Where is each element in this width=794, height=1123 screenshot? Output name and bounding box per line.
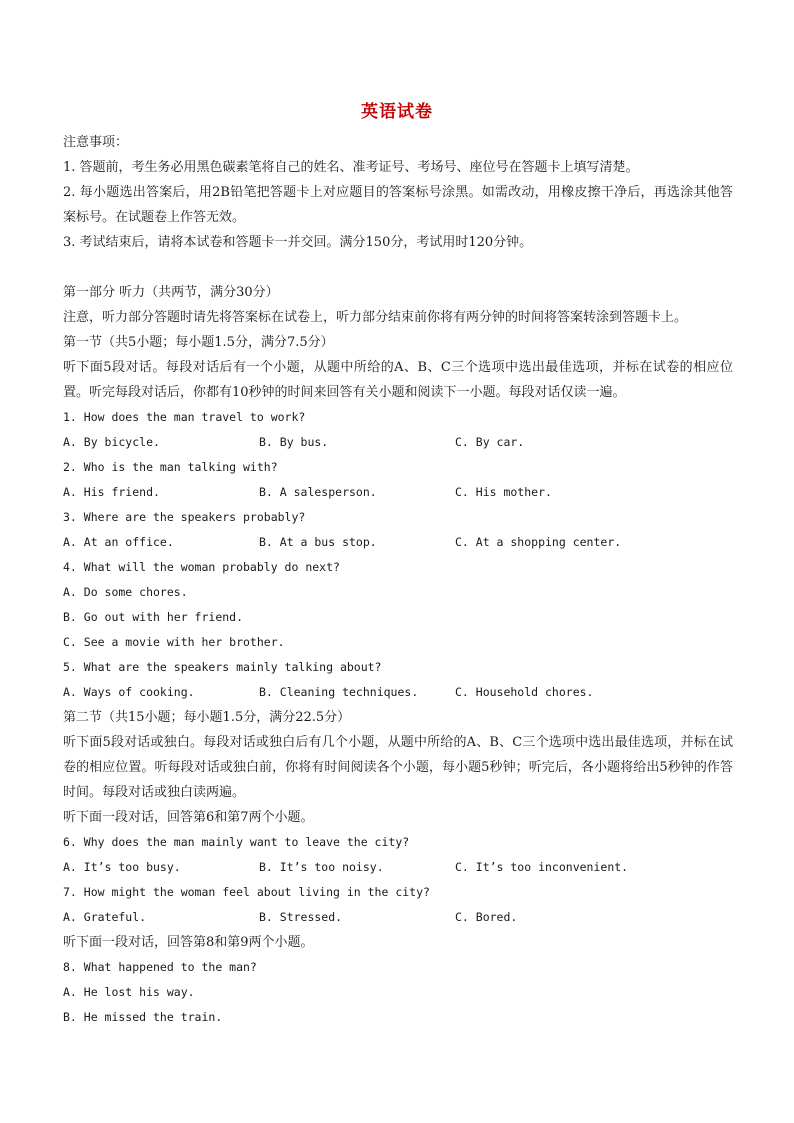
question-options — [63, 680, 733, 705]
option-c: C. By car. — [455, 435, 525, 449]
option-b: B. Stressed. — [259, 910, 343, 924]
note-item: 3. 考试结束后，请将本试卷和答题卡一并交回。满分150分，考试用时120分钟。 — [63, 235, 533, 250]
question-stem: 6. Why does the man mainly want to leave the city? — [63, 835, 410, 849]
question-options — [63, 855, 733, 880]
part-heading: 第一部分 听力（共两节，满分30分） — [63, 285, 279, 300]
question-options — [63, 480, 733, 505]
group-instruction: 听下面一段对话，回答第6和第7两个小题。 — [63, 810, 314, 825]
question-stem: 7. How might the woman feel about living in the city? — [63, 885, 430, 899]
page-title: 英语试卷 — [361, 102, 433, 122]
question-options — [63, 530, 733, 555]
option-c: C. At a shopping center. — [455, 535, 622, 549]
option-c: C. It’s too inconvenient. — [455, 860, 629, 874]
option-b: B. Cleaning techniques. — [259, 685, 419, 699]
option-c: C. Household chores. — [455, 685, 594, 699]
option-b: B. A salesperson. — [259, 485, 377, 499]
note-item: 2. 每小题选出答案后，用2B铅笔把答题卡上对应题目的答案标号涂黑。如需改动，用橡皮擦干净后，再选涂其他答案标号。在试题卷上作答无效。 — [63, 185, 733, 225]
option-b: B. It’s too noisy. — [259, 860, 384, 874]
question-stem: 4. What will the woman probably do next? — [63, 560, 340, 574]
option-a: A. Grateful. — [63, 910, 147, 924]
listening-part — [63, 280, 733, 1030]
section-instruction: 听下面5段对话或独白。每段对话或独白后有几个小题，从题中所给的A、B、C三个选项中选出最佳选项，并标在试卷的相应位置。听每段对话或独白前，你将有时间阅读各个小题，每小题5秒钟；听完后，各小题将给出5秒钟的作答时间。每段对话或独白读两遍。 — [63, 735, 733, 800]
option-a: A. Ways of cooking. — [63, 685, 195, 699]
option-c: C. See a movie with her brother. — [63, 635, 285, 649]
option-c: C. His mother. — [455, 485, 552, 499]
question-stem: 8. What happened to the man? — [63, 960, 257, 974]
part-notice: 注意，听力部分答题时请先将答案标在试卷上，听力部分结束前你将有两分钟的时间将答案转涂到答题卡上。 — [63, 310, 688, 325]
section-heading: 第一节（共5小题；每小题1.5分，满分7.5分） — [63, 335, 334, 350]
question-stem: 2. Who is the man talking with? — [63, 460, 278, 474]
option-c: C. Bored. — [455, 910, 518, 924]
option-b: B. At a bus stop. — [259, 535, 377, 549]
question-stem: 1. How does the man travel to work? — [63, 410, 306, 424]
question-options — [63, 430, 733, 455]
option-a: A. His friend. — [63, 485, 160, 499]
option-a: A. At an office. — [63, 535, 174, 549]
section-heading: 第二节（共15小题；每小题1.5分，满分22.5分） — [63, 710, 351, 725]
question-stem: 3. Where are the speakers probably? — [63, 510, 306, 524]
question-stem: 5. What are the speakers mainly talking about? — [63, 660, 382, 674]
option-a: A. By bicycle. — [63, 435, 160, 449]
section-instruction: 听下面5段对话。每段对话后有一个小题，从题中所给的A、B、C三个选项中选出最佳选项，并标在试卷的相应位置。听完每段对话后，你都有10秒钟的时间来回答有关小题和阅读下一小题。每段对话仅读一遍。 — [63, 360, 733, 400]
option-b: B. By bus. — [259, 435, 329, 449]
option-a: A. Do some chores. — [63, 585, 188, 599]
option-a: A. He lost his way. — [63, 985, 195, 999]
notes-heading: 注意事项： — [63, 135, 129, 150]
question-options — [63, 905, 733, 930]
option-b: B. Go out with her friend. — [63, 610, 244, 624]
group-instruction: 听下面一段对话，回答第8和第9两个小题。 — [63, 935, 314, 950]
exam-notes — [63, 130, 733, 255]
note-item: 1. 答题前，考生务必用黑色碳素笔将自己的姓名、准考证号、考场号、座位号在答题卡上填写清楚。 — [63, 160, 639, 175]
option-a: A. It’s too busy. — [63, 860, 181, 874]
option-b: B. He missed the train. — [63, 1010, 223, 1024]
